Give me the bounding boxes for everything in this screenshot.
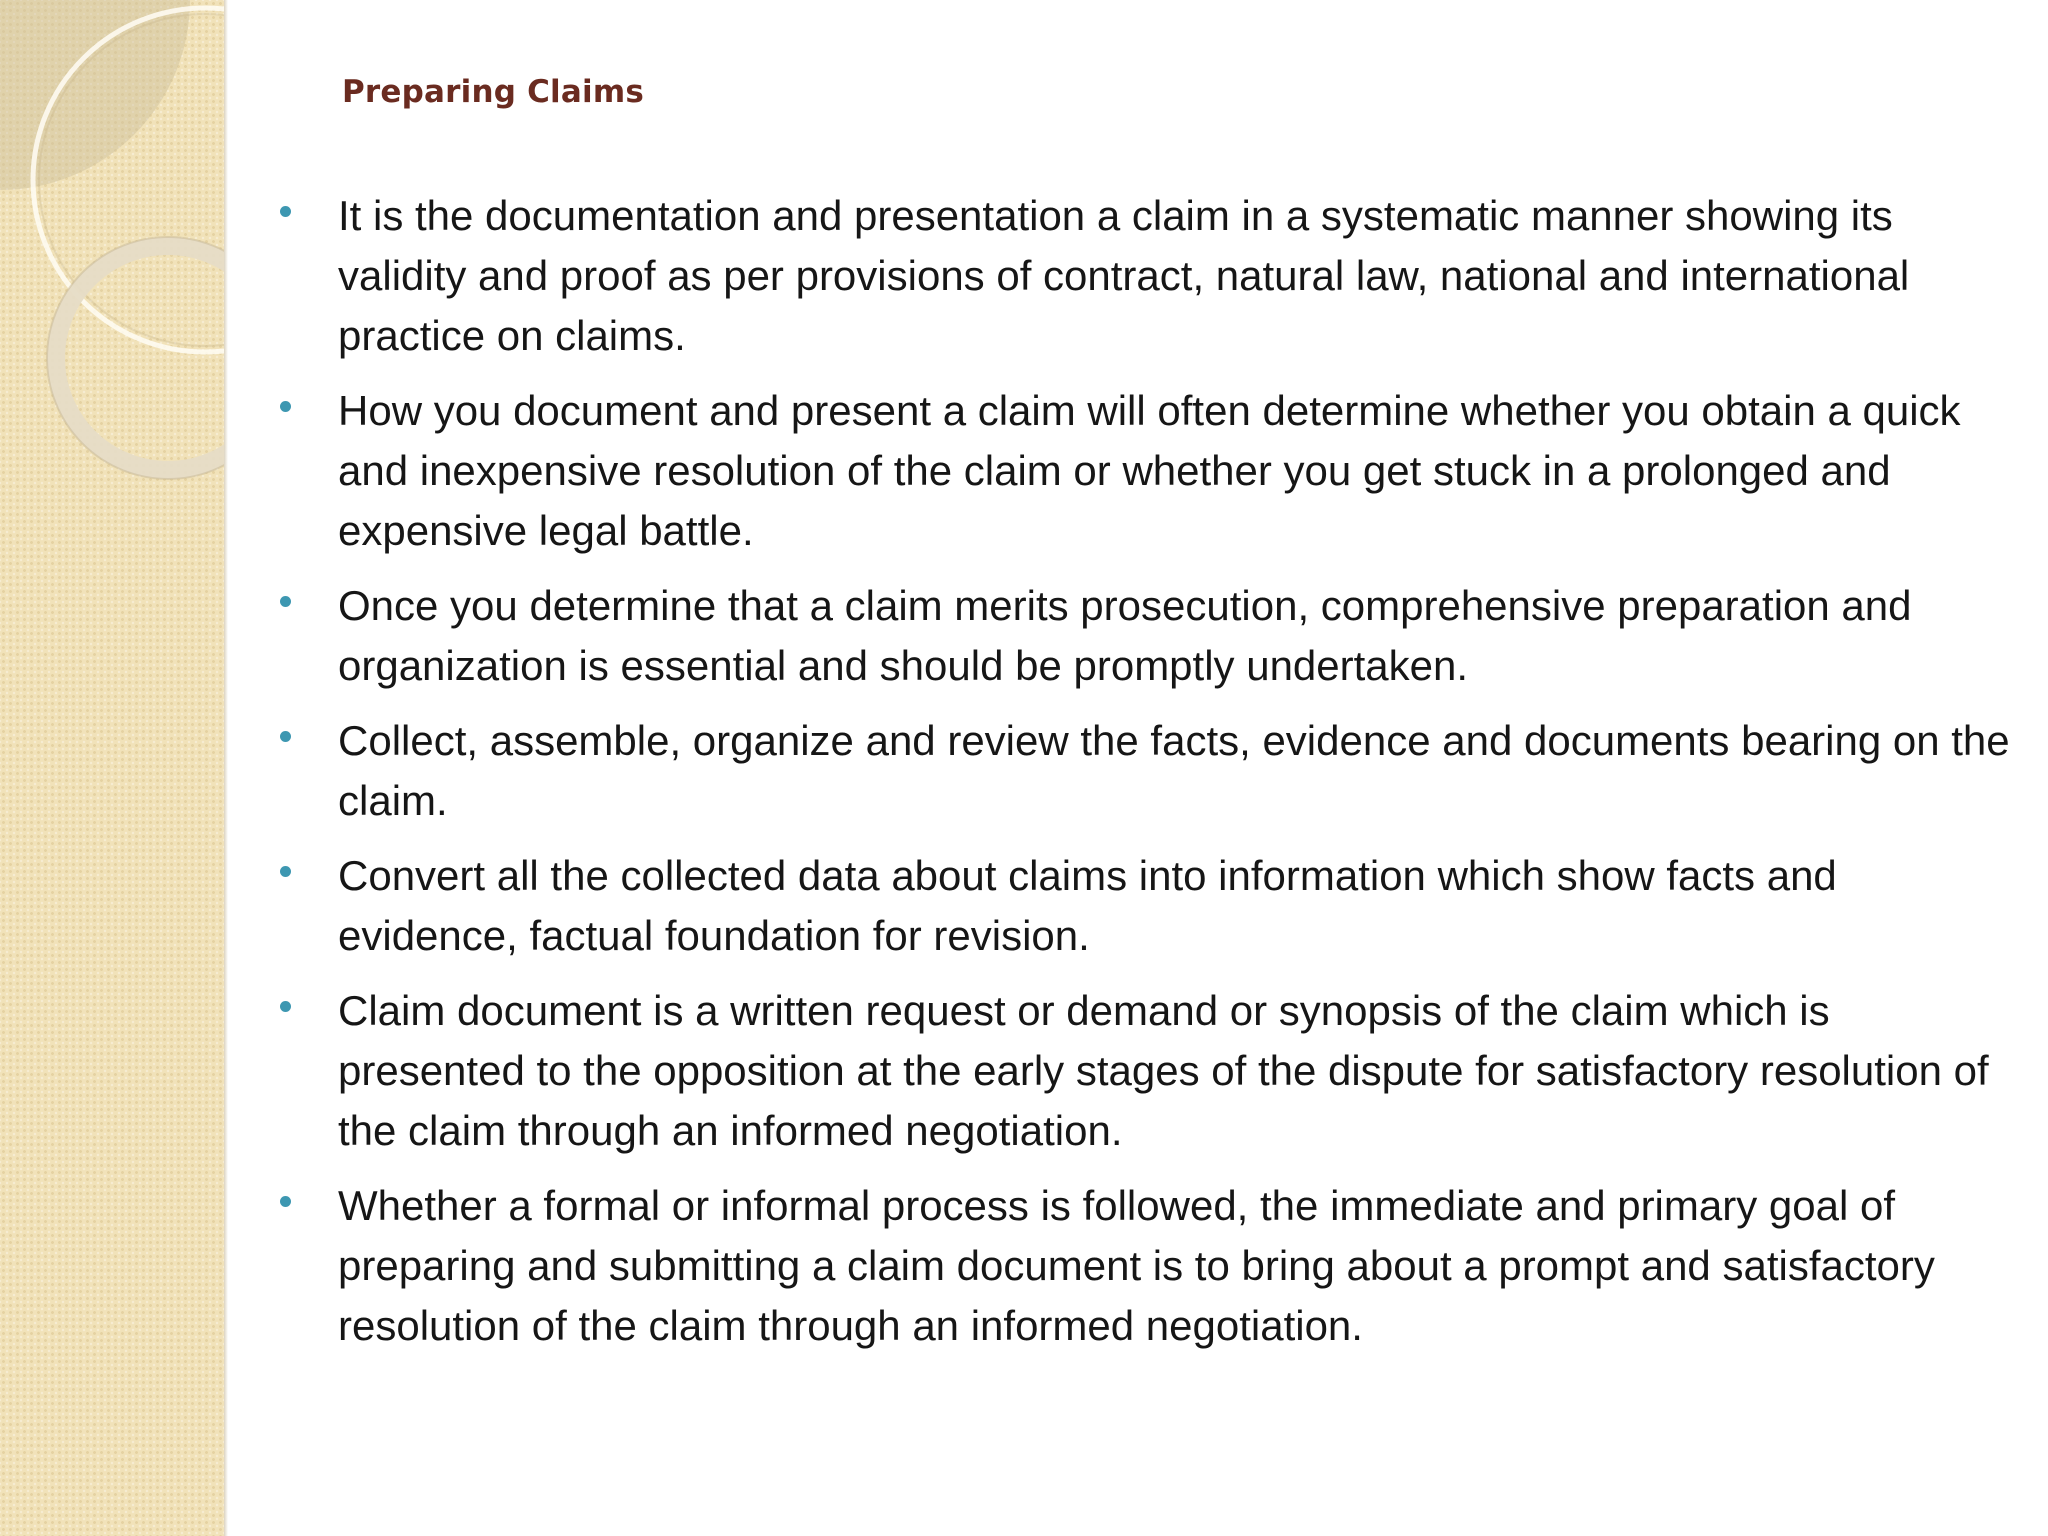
bullet-item [270,381,2025,561]
small-ring-outline [47,237,224,479]
corner-disc [0,0,190,190]
bullet-dot-icon [280,596,291,607]
bullet-dot-icon [280,1196,291,1207]
bullet-dot-icon [280,731,291,742]
bullet-text: Convert all the collected data about claims into information which show facts and evidence, factual foundation for revision. [338,852,1837,959]
small-ring [56,246,224,470]
bullet-dot-icon [280,206,291,217]
bullet-text: It is the documentation and presentation a claim in a systematic manner showing its validity and proof as per provisions of contract, natural law, national and international practice on claims. [338,192,1910,359]
side-band-edge [224,0,228,1536]
bullet-text: Whether a formal or informal process is followed, the immediate and primary goal of preparing and submitting a claim document is to bring about a prompt and satisfactory resolution of the claim through an informed negotiation. [338,1182,1935,1349]
bullet-list [270,186,2025,1371]
bullet-item [270,1176,2025,1356]
slide-title: Preparing Claims [342,74,644,110]
bullet-text: Collect, assemble, organize and review the facts, evidence and documents bearing on the claim. [338,717,2010,824]
bullet-text: How you document and present a claim will often determine whether you obtain a quick and inexpensive resolution of the claim or whether you get stuck in a prolonged and expensive legal battle. [338,387,1961,554]
bullet-item [270,846,2025,966]
decorative-side-band [0,0,224,1536]
bullet-text: Once you determine that a claim merits prosecution, comprehensive preparation and organization is essential and should be promptly undertaken. [338,582,1912,689]
bullet-item [270,711,2025,831]
bullet-item [270,186,2025,366]
bullet-item [270,981,2025,1161]
bullet-dot-icon [280,866,291,877]
bullet-item [270,576,2025,696]
decorative-rings [0,0,224,520]
bullet-dot-icon [280,401,291,412]
bullet-dot-icon [280,1001,291,1012]
bullet-text: Claim document is a written request or demand or synopsis of the claim which is presented to the opposition at the early stages of the dispute for satisfactory resolution of the claim through an informed negotiation. [338,987,1989,1154]
